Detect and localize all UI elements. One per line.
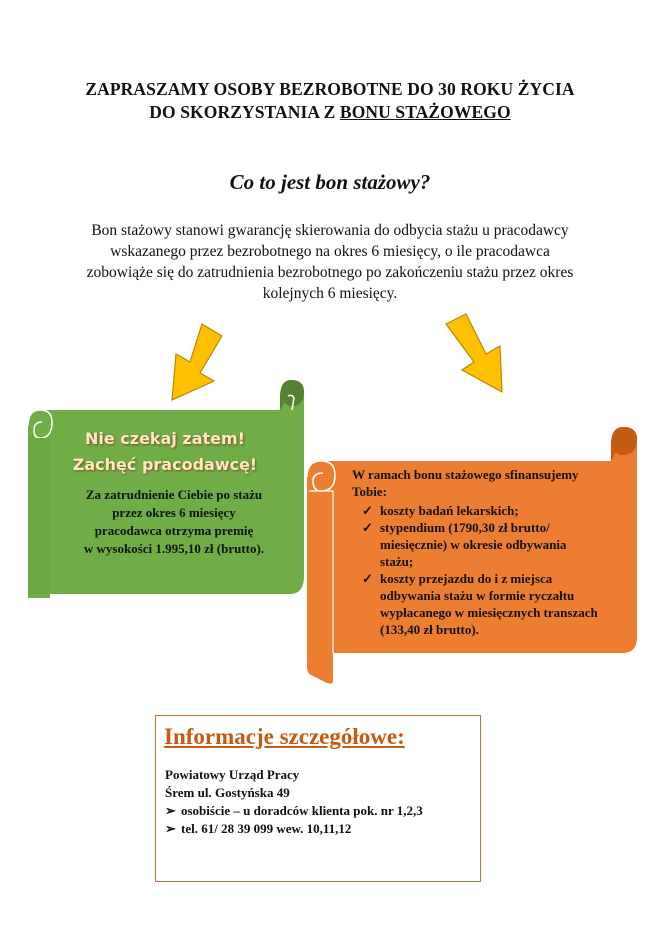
check-icon: ✓ [362,503,373,518]
benefit-line: miesięcznie) w okresie odbywania [380,537,567,552]
arrow-bullet-icon: ➢ [165,821,176,836]
benefit-item [356,502,641,519]
headline-underlined: BONU STAŻOWEGO [339,102,511,122]
contact-in-person-text: osobiście – u doradców klienta pok. nr 1,2,3 [181,803,423,818]
contact-item-phone [165,820,423,838]
benefit-line: odbywania stażu w formie ryczałtu [380,588,575,603]
right-down-arrow-icon [440,312,520,402]
headline-line-2 [0,101,660,124]
orange-intro-line-1: W ramach bonu stażowego sfinansujemy [352,467,579,482]
benefit-line: koszty badań lekarskich; [380,503,519,518]
orange-banner-intro [352,466,642,500]
arrow-bullet-icon: ➢ [165,803,176,818]
contact-phone-text: tel. 61/ 28 39 099 wew. 10,11,12 [181,821,352,836]
check-icon: ✓ [362,571,373,586]
benefit-line: stażu; [380,554,414,569]
office-address: Śrem ul. Gostyńska 49 [165,785,290,800]
info-box [155,715,481,882]
benefit-item [356,570,641,638]
contact-item-in-person [165,802,423,820]
green-banner-title [52,426,278,478]
headline-line-2-prefix: DO SKORZYSTANIA Z [149,102,340,122]
intro-line-2: wskazanego przez bezrobotnego na okres 6 miesięcy, o ile pracodawca [110,243,550,260]
office-name: Powiatowy Urząd Pracy [165,767,300,782]
benefit-line: stypendium (1790,30 zł brutto/ [380,520,550,535]
green-body-line-1: Za zatrudnienie Ciebie po stażu [85,487,263,502]
benefit-line: wypłacanego w miesięcznych transzach [380,605,598,620]
check-icon: ✓ [362,520,373,535]
intro-line-3: zobowiąże się do zatrudnienia bezrobotnego po zakończeniu stażu przez okres [86,264,574,281]
intro-line-4: kolejnych 6 miesięcy. [262,285,398,302]
headline [0,78,660,124]
green-title-line-2: Zachęć pracodawcę! [72,455,258,474]
green-body-line-2: przez okres 6 miesięcy [112,505,236,520]
green-title-line-1: Nie czekaj zatem! [84,429,245,448]
benefit-line: (133,40 zł brutto). [380,622,479,637]
benefit-line: koszty przejazdu do i z miejsca [380,571,553,586]
green-banner-body [56,486,292,558]
info-title: Informacje szczegółowe: [164,724,405,749]
orange-benefits-list [356,502,641,638]
benefit-item [356,519,641,570]
intro-paragraph [40,220,620,304]
green-body-line-4: w wysokości 1.995,10 zł (brutto). [83,541,265,556]
orange-intro-line-2: Tobie: [352,484,387,499]
info-lines [165,766,423,838]
green-body-line-3: pracodawca otrzyma premię [94,523,254,538]
subtitle: Co to jest bon stażowy? [229,170,431,194]
intro-line-1: Bon stażowy stanowi gwarancję skierowania do odbycia stażu u pracodawcy [91,222,569,239]
headline-line-1: ZAPRASZAMY OSOBY BEZROBOTNE DO 30 ROKU ŻYCIA [85,79,575,99]
